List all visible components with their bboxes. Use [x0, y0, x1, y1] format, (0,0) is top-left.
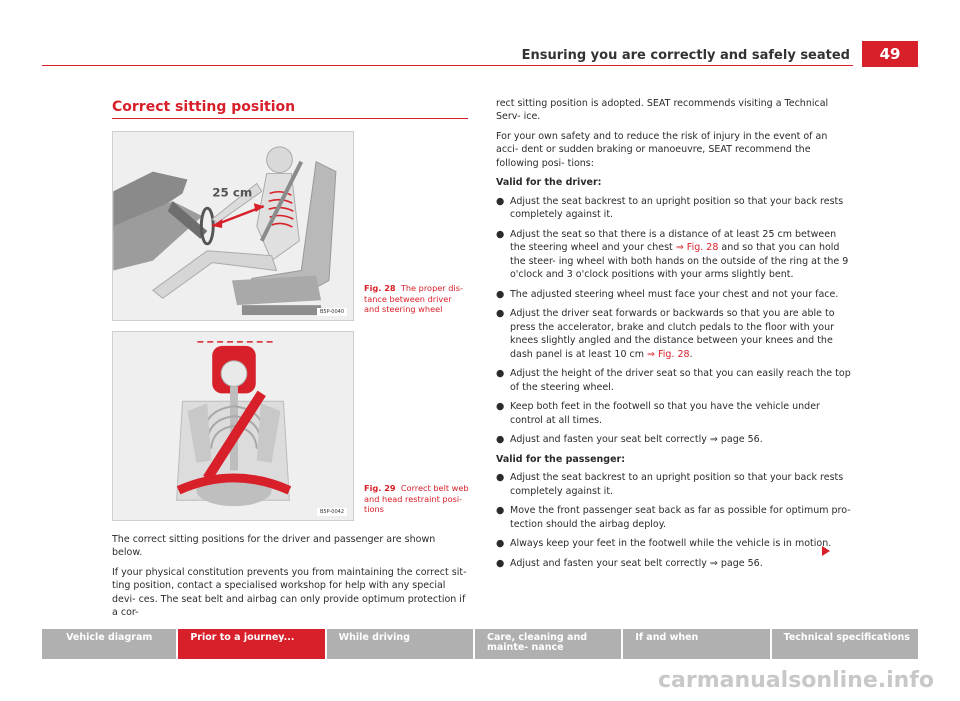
list-item: [496, 307, 852, 361]
list-item: [496, 288, 852, 301]
bullet-icon: ●: [496, 557, 505, 569]
list-item: [496, 195, 852, 222]
head: [221, 361, 247, 387]
caption-label: Fig. 29: [364, 483, 396, 493]
list-item-text: Always keep your feet in the footwell while the vehicle is in motion.: [510, 538, 832, 550]
list-item-text: Adjust the seat so that there is a distance of at least 25 cm between the steering wheel and your chest: [510, 228, 837, 254]
figure-caption-29: [364, 483, 469, 515]
belt-position-illustration: [113, 332, 353, 520]
list-item: [496, 537, 852, 550]
section-title: Correct sitting position: [112, 99, 296, 115]
bullet-icon: ●: [496, 472, 505, 484]
bullet-icon: ●: [496, 308, 505, 320]
paragraph: rect sitting position is adopted. SEAT recommends visiting a Technical Serv- ice.: [496, 98, 829, 123]
bullet-icon: ●: [496, 538, 505, 550]
list-item-text: .: [689, 348, 693, 360]
nav-tab-care-cleaning[interactable]: Care, cleaning and mainte- nance: [475, 629, 621, 659]
list-item-text: and so that you can hold the steer- ing wheel with both hands on the outside of the ring at the 9 o'clock and 3 o'clock positions with your arms slightly bent.: [510, 242, 849, 281]
running-header-title: Ensuring you are correctly and safely seated: [521, 48, 850, 63]
paragraph: If your physical constitution prevents you from maintaining the correct sit- ting position, contact a specialised workshop for help with any special devi- ces. The seat belt and airbag can only provide optimum protection if a cor-: [112, 566, 467, 619]
head: [267, 147, 293, 173]
bullet-icon: ●: [496, 368, 505, 380]
list-item: [496, 557, 852, 570]
seat-rail: [242, 305, 321, 315]
list-item-text: Adjust the seat backrest to an upright position so that your back rests completely against it.: [510, 472, 844, 497]
list-item: [496, 228, 852, 282]
list-item: [496, 400, 852, 427]
figure-code: B5P-0040: [317, 308, 347, 316]
header-rule: [42, 65, 853, 66]
left-body-text: [112, 533, 468, 626]
seat-cushion: [232, 275, 321, 305]
bullet-icon: ●: [496, 505, 505, 517]
list-item-text: Move the front passenger seat back as far as possible for optimum pro- tection should the airbag deploy.: [510, 505, 851, 530]
distance-label: 25 cm: [212, 185, 253, 200]
continue-arrow-icon: [822, 546, 830, 556]
list-item-text: The adjusted steering wheel must face your chest and not your face.: [510, 288, 839, 300]
bullet-icon: ●: [496, 434, 505, 446]
nav-tab-prior-to-journey[interactable]: Prior to a journey...: [178, 629, 324, 659]
figure-link[interactable]: ⇒ Fig. 28: [675, 242, 719, 254]
bullet-icon: ●: [496, 195, 505, 207]
passenger-label: Valid for the passenger:: [496, 453, 626, 465]
section-rule: [112, 118, 468, 119]
figure-driver-distance: [112, 131, 354, 321]
right-body-text: [496, 97, 852, 576]
list-item-text: Adjust the driver seat forwards or backwards so that you are able to press the accelerator, brake and clutch pedals to the floor with your knees slightly angled and the distance between your knees and the dash panel is at least 10 cm: [510, 308, 835, 360]
watermark: carmanualsonline.info: [658, 668, 934, 693]
paragraph: The correct sitting positions for the driver and passenger are shown below.: [112, 534, 436, 559]
caption-text: The proper dis- tance between driver and steering wheel: [364, 283, 463, 315]
driver-seating-illustration: [113, 132, 353, 320]
page-number: 49: [862, 41, 918, 67]
list-item: [496, 471, 852, 498]
list-item-text: Adjust the height of the driver seat so that you can easily reach the top of the steering wheel.: [510, 368, 851, 393]
paragraph: For your own safety and to reduce the risk of injury in the event of an acci- dent or sudden braking or manoeuvre, SEAT recommend the following posi- tions:: [496, 130, 828, 169]
nav-tab-vehicle-diagram[interactable]: Vehicle diagram: [42, 629, 176, 659]
figure-link[interactable]: ⇒ Fig. 28: [647, 348, 690, 360]
nav-tab-if-and-when[interactable]: If and when: [623, 629, 769, 659]
bullet-icon: ●: [496, 288, 505, 300]
list-item-text: Adjust and fasten your seat belt correctly ⇒ page 56.: [510, 557, 763, 569]
figure-caption-28: [364, 283, 469, 315]
caption-label: Fig. 28: [364, 283, 396, 293]
figure-belt-position: [112, 331, 354, 521]
figure-code: B5P-0042: [317, 508, 347, 516]
bullet-icon: ●: [496, 401, 505, 413]
nav-tab-while-driving[interactable]: While driving: [327, 629, 473, 659]
list-item-text: Keep both feet in the footwell so that you have the vehicle under control at all times.: [510, 401, 820, 426]
bullet-icon: ●: [496, 228, 505, 240]
list-item: [496, 433, 852, 446]
chapter-navigation: [42, 629, 918, 659]
caption-text: Correct belt web and head restraint posi- tions: [364, 483, 469, 515]
list-item-text: Adjust and fasten your seat belt correctly ⇒ page 56.: [510, 434, 763, 446]
driver-label: Valid for the driver:: [496, 177, 602, 189]
nav-tab-technical-specifications[interactable]: Technical specifications: [772, 629, 918, 659]
list-item: [496, 367, 852, 394]
list-item-text: Adjust the seat backrest to an upright position so that your back rests completely against it.: [510, 195, 844, 221]
list-item: [496, 504, 852, 531]
